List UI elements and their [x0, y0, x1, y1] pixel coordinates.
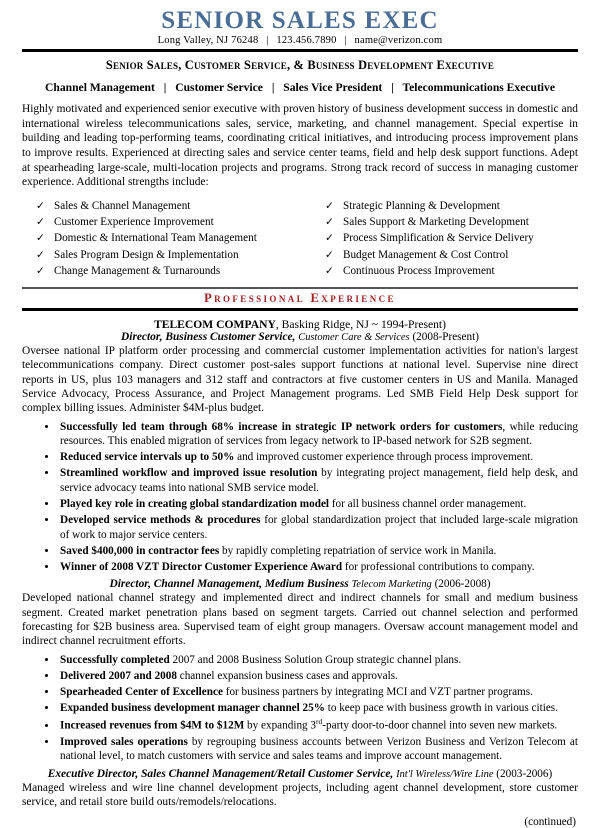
header-divider: [22, 49, 578, 52]
strength-item: [36, 230, 307, 246]
company-name: TELECOM COMPANY: [153, 317, 276, 331]
strength-label: Sales Program Design & Implementation: [54, 248, 239, 261]
strength-label: Sales Support & Marketing Development: [343, 216, 529, 229]
role-line-3: [22, 768, 578, 780]
bullet-item: [58, 560, 578, 575]
core-strengths-list: [22, 198, 578, 279]
strength-item: [325, 214, 578, 230]
contact-line: [22, 35, 578, 46]
bullet-item: [58, 544, 578, 559]
check-icon: ✓: [325, 249, 334, 261]
contact-email: name@verizon.com: [354, 35, 443, 47]
page-title: SENIOR SALES EXEC: [161, 7, 439, 34]
check-icon: ✓: [36, 200, 45, 212]
bullet-bold: Delivered 2007 and 2008: [60, 669, 177, 682]
strength-label: Strategic Planning & Development: [343, 199, 500, 212]
section-title: Professional Experience: [204, 290, 396, 305]
role-title: Director, Channel Management, Medium Business: [109, 578, 349, 591]
strength-label: Customer Experience Improvement: [54, 216, 214, 229]
role-dates: (2003-2006): [496, 768, 553, 781]
role-department: Int'l Wireless/Wire Line: [396, 769, 494, 781]
bullet-bold: Successfully completed: [60, 653, 170, 666]
strength-item: [325, 198, 578, 214]
strength-label: Change Management & Turnarounds: [54, 264, 221, 277]
company-line: [22, 318, 578, 331]
bullet-item: [58, 685, 578, 700]
bullet-bold: Successfully led team through 68% increase in strategic IP network orders for customers: [60, 420, 503, 433]
bullet-item: [58, 420, 578, 449]
bullet-bold: Increased revenues from $4M to $12M: [60, 719, 245, 732]
continued-label: (continued): [524, 815, 576, 828]
role-line-2: [22, 578, 578, 590]
strength-label: Domestic & International Team Management: [54, 232, 257, 245]
check-icon: ✓: [36, 233, 45, 245]
keyword-separator-2: |: [391, 81, 394, 95]
bullet-rest: , while reducing resources. This enabled migration of services from legacy network to IP-based network for S2B segment.: [60, 420, 578, 448]
role-dates: (2008-Present): [412, 330, 479, 343]
bullet-bold: Reduced service intervals up to 50%: [60, 451, 235, 464]
check-icon: ✓: [36, 217, 45, 229]
bullet-bold: Winner of 2008 VZT Director Customer Experience Award: [60, 560, 343, 573]
check-icon: ✓: [325, 265, 334, 277]
bullet-rest: for professional contributions to company.: [342, 560, 535, 573]
strength-label: Sales & Channel Management: [54, 199, 191, 212]
strength-item: [36, 247, 307, 263]
strength-item: [325, 247, 578, 263]
bullet-rest: for business partners by integrating MCI and VZT partner programs.: [222, 685, 533, 698]
bullet-item: [58, 466, 578, 495]
bullet-rest-post: -party door-to-door channel into seven new markets.: [322, 719, 558, 732]
bullet-rest: for all business channel order management.: [329, 498, 527, 511]
bullet-item: [58, 701, 578, 716]
check-icon: ✓: [325, 200, 334, 212]
bullet-bold: Developed service methods & procedures: [60, 514, 261, 527]
keyword-0: Channel Management: [45, 81, 155, 95]
role-department: Telecom Marketing: [351, 579, 432, 591]
strength-label: Continuous Process Improvement: [343, 264, 495, 277]
bullet-rest: to keep pace with business growth in various cities.: [324, 702, 558, 715]
role-description-3: Managed wireless and wire line channel development projects, including agent channel development, store customer service, and retail store build outs/remodels/relocations.: [22, 782, 578, 809]
keyword-separator-1: |: [271, 81, 275, 95]
bullet-rest: for global standardization project that included large-scale migration of work to major service centers.: [60, 514, 578, 541]
strength-item: [325, 230, 578, 246]
bullet-bold: Played key role in creating global standardization model: [60, 498, 330, 511]
bullet-rest: by rapidly completing repatriation of service work in Manila.: [219, 544, 497, 557]
professional-headline: Senior Sales, Customer Service, & Business Development Executive: [105, 58, 495, 73]
check-icon: ✓: [325, 217, 334, 229]
keyword-3: Telecommunications Executive: [402, 81, 555, 95]
contact-separator-1: |: [266, 35, 269, 47]
bullet-bold: Streamlined workflow and improved issue resolution: [60, 467, 318, 480]
check-icon: ✓: [36, 265, 45, 277]
keyword-2: Sales Vice President: [283, 81, 383, 95]
bullet-rest: by integrating project management, field help desk, and service advocacy teams into national SMB service model.: [60, 467, 578, 495]
bullet-bold: Saved $400,000 in contractor fees: [60, 544, 220, 557]
bullet-item: [58, 717, 578, 733]
contact-separator-2: |: [344, 35, 347, 47]
bullet-item: [58, 653, 578, 668]
summary-paragraph: Highly motivated and experienced senior executive with proven history of business development success in domestic and international wireless telecommunications sales, service, marketing, and channel management. Special expertise in building and leading top-performing teams, coordinating critical initiatives, and introducing process improvement plans to improve results. Experienced at directing sales and service center teams, field and help desk support functions. Adept at spearheading large-scale, multi-location projects and programs. Strong track record of success in managing customer experience. Additional strengths include:: [22, 103, 578, 189]
role-bullets-1: [22, 420, 578, 575]
bullet-item: [58, 450, 578, 465]
keyword-separator-0: |: [163, 81, 167, 95]
bullet-bold: Improved sales operations: [60, 735, 188, 748]
bullet-item: [58, 513, 578, 542]
bullet-bold: Expanded business development manager channel 25%: [60, 702, 325, 715]
role-department: Customer Care & Services: [298, 331, 410, 343]
strength-item: [325, 263, 578, 279]
strength-item: [36, 198, 307, 214]
section-header-professional-experience: [22, 287, 578, 311]
role-dates: (2006-2008): [434, 578, 491, 591]
strength-item: [36, 263, 307, 279]
role-bullets-2: [22, 653, 578, 764]
contact-location: Long Valley, NJ 76248: [157, 35, 259, 47]
strength-label: Process Simplification & Service Delivery: [343, 232, 534, 245]
bullet-item: [58, 669, 578, 684]
bullet-rest: 2007 and 2008 Business Solution Group strategic channel plans.: [169, 653, 462, 666]
keyword-1: Customer Service: [175, 81, 263, 95]
role-title: Executive Director, Sales Channel Management/Retail Customer Service,: [47, 768, 394, 781]
role-description-2: Developed national channel strategy and implemented direct and indirect channels for small and medium business segment. Created market penetration plans based on segment targets. Carried out channel selection and performed forecasting for $2B business area. Supervised team of eight group managers. Oversaw account management model and indirect channel recruitment efforts.: [22, 592, 578, 648]
bullet-item: [58, 735, 578, 764]
ordinal-superscript: rd: [316, 717, 323, 727]
bullet-item: [58, 497, 578, 512]
company-location: , Basking Ridge, NJ ~ 1994-Present): [275, 317, 447, 331]
bullet-rest-pre: by expanding 3: [244, 719, 317, 732]
bullet-rest: by regrouping business accounts between Verizon Business and Verizon Telecom at national level, to match customers with service and sales teams and improve account management.: [60, 735, 578, 763]
check-icon: ✓: [36, 249, 45, 261]
keyword-line: [22, 81, 578, 94]
bullet-bold: Spearheaded Center of Excellence: [60, 685, 223, 698]
role-title: Director, Business Customer Service,: [121, 330, 296, 343]
role-description-1: Oversee national IP platform order processing and commercial customer implementation activities for nation's largest telecommunications company. Direct customer post-sales support functions at national level. Supervise nine direct reports in US, plus 103 managers and 312 staff and contractors at five customer centers in US and Manila. Managed Service Advocacy, Process Assurance, and Project Management programs. Led SMB Field Help Desk support for complex billing issues. Administer $4M-plus budget.: [22, 344, 578, 415]
strengths-column-left: [36, 198, 307, 279]
strength-label: Budget Management & Cost Control: [343, 248, 509, 261]
section-bottom-rule: [22, 308, 578, 311]
bullet-rest: channel expansion business cases and approvals.: [176, 669, 398, 682]
role-line-1: [22, 331, 578, 343]
strength-item: [36, 214, 307, 230]
contact-phone: 123.456.7890: [276, 35, 337, 47]
check-icon: ✓: [325, 233, 334, 245]
strengths-column-right: [307, 198, 578, 279]
bullet-rest: and improved customer experience through process improvement.: [234, 451, 534, 464]
